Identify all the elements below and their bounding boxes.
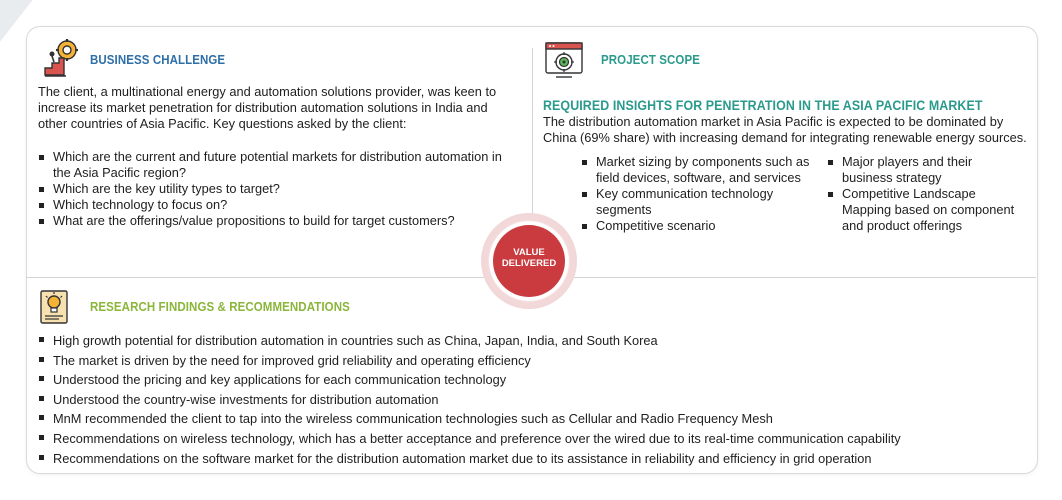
list-item [38, 409, 1028, 429]
list-item-line: segments [596, 202, 652, 217]
list-item-line: and product offerings [842, 218, 962, 233]
list-item-text: High growth potential for distribution automation in countries such as China, Japan, India, and South Korea [53, 333, 658, 348]
lightbulb-document-icon [34, 287, 74, 327]
list-item [38, 351, 1028, 371]
list-item-line: What are the offerings/value propositions to build for target customers? [53, 213, 455, 228]
badge-pointer [520, 283, 540, 293]
list-item-text: Understood the pricing and key applications for each communication technology [53, 372, 507, 388]
list-item [581, 186, 821, 218]
list-item [38, 213, 528, 229]
list-item [38, 390, 1028, 410]
project-scope-subtitle: REQUIRED INSIGHTS FOR PENETRATION IN THE ASIA PACIFIC MARKET [543, 98, 983, 113]
list-item-line: Which are the current and future potential markets for distribution automation in [53, 149, 502, 164]
list-item [827, 154, 1032, 186]
intro-line: other countries of Asia Pacific. Key questions asked by the client: [38, 116, 407, 131]
list-item-line: field devices, software, and services [596, 170, 801, 185]
list-item [38, 197, 528, 213]
list-item-text: The market is driven by the need for improved grid reliability and operating efficiency [53, 352, 531, 368]
list-item-line: business strategy [842, 170, 942, 185]
intro-line: China (69% share) with increasing demand for integrating renewable energy sources. [543, 130, 1027, 145]
list-item-line: Market sizing by components such as [596, 154, 810, 169]
list-item-line: Which technology to focus on? [53, 197, 228, 212]
list-item [38, 331, 1028, 351]
project-scope-list-right [827, 154, 1032, 234]
gear-with-climbing-person-icon [42, 38, 82, 78]
list-item-text: Recommendations on the software market for the distribution automation market due to its assistance in reliability and efficiency in grid operation [53, 450, 872, 466]
list-item [38, 429, 1028, 449]
project-scope-title: PROJECT SCOPE [601, 53, 700, 67]
list-item-line: Key communication technology [596, 186, 774, 201]
research-title: RESEARCH FINDINGS & RECOMMENDATIONS [90, 300, 350, 314]
list-item-text: Understood the country-wise investments for distribution automation [53, 391, 439, 407]
business-challenge-title: BUSINESS CHALLENGE [90, 53, 226, 67]
list-item [38, 449, 1028, 469]
list-item-line: Which are the key utility types to target? [53, 181, 280, 196]
target-in-browser-icon [544, 40, 584, 80]
list-item [581, 154, 821, 186]
list-item [38, 370, 1028, 390]
list-item-text: Recommendations on wireless technology, which has a better acceptance and preference over the wired due to its real-time communication capability [53, 430, 901, 446]
list-item [827, 186, 1032, 234]
list-item-line: Competitive Landscape [842, 186, 976, 201]
badge-line: DELIVERED [501, 258, 557, 269]
intro-line: The client, a multinational energy and automation solutions provider, was keen to [38, 84, 497, 99]
list-item-line: Major players and their [842, 154, 973, 169]
research-findings-list [38, 331, 1028, 468]
business-challenge-intro [38, 84, 496, 132]
intro-line: increase its market penetration for distribution automation solutions in India and [38, 100, 488, 115]
list-item-text: MnM recommended the client to tap into the wireless communication technologies such as Cellular and Radio Frequency Mesh [53, 411, 773, 427]
list-item [38, 149, 528, 181]
project-scope-intro [543, 114, 1027, 146]
list-item-line: the Asia Pacific region? [53, 165, 187, 180]
list-item-line: Mapping based on component [842, 202, 1015, 217]
list-item [581, 218, 821, 234]
value-delivered-label [493, 247, 565, 269]
list-item-line: Competitive scenario [596, 218, 716, 233]
business-challenge-questions [38, 149, 528, 229]
intro-line: The distribution automation market in Asia Pacific is expected to be dominated by [543, 114, 1004, 129]
list-item [38, 181, 528, 197]
project-scope-list-left [581, 154, 821, 234]
badge-line: VALUE [513, 247, 545, 258]
